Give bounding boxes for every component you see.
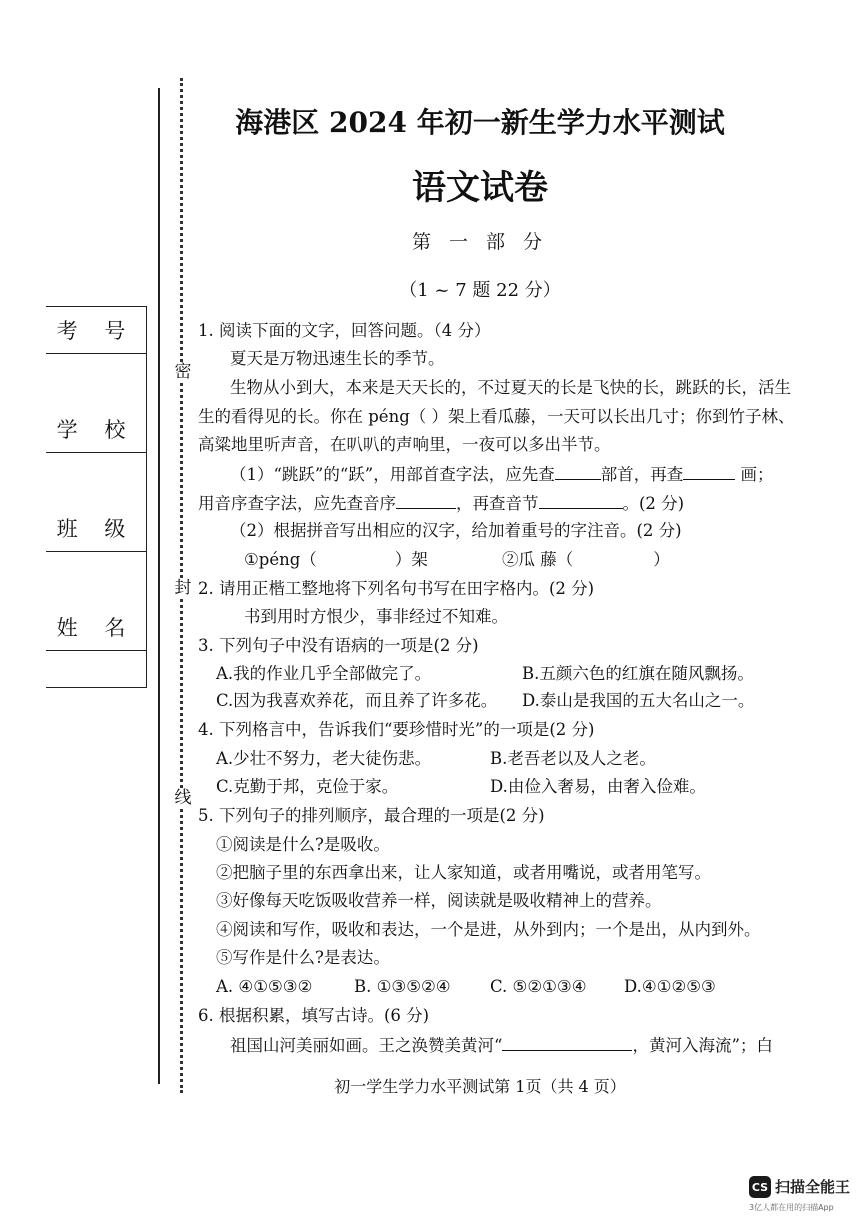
q4-option-b[interactable]: B.老吾老以及人之老。 <box>490 749 656 768</box>
q1-syllable-blank[interactable] <box>539 492 623 509</box>
field-label-exam-number: 考 号 <box>46 307 146 354</box>
q4-option-a[interactable]: A.少壮不努力，老大徒伤悲。 <box>216 749 432 768</box>
camscanner-logo-icon: CS <box>749 1176 771 1198</box>
camscanner-name: 扫描全能王 <box>775 1178 851 1196</box>
q1-strokes-blank[interactable] <box>683 463 735 480</box>
q1-paragraph-2: 生物从小到大，本来是天天长的，不过夏天的长是飞快的长，跳跃的长，活生 <box>230 378 791 397</box>
q1-sub1-text-c: 画； <box>740 465 774 484</box>
q1-sub1-text-f: 。(2 分) <box>622 494 685 513</box>
q1-radical-blank[interactable] <box>555 463 601 480</box>
camscanner-tagline: 3亿人都在用的扫描App <box>749 1203 834 1212</box>
q6-text-b: ，黄河入海流”；白 <box>632 1036 773 1055</box>
q1-initial-blank[interactable] <box>396 492 456 509</box>
exam-subject: 语文试卷 <box>412 168 548 208</box>
q3-option-c[interactable]: C.因为我喜欢养花，而且养了许多花。 <box>216 691 498 710</box>
q1-sub2-peng <box>244 549 428 571</box>
q1-paragraph-3: 生的看得见的长。你在 péng（ ）架上看瓜藤，一天可以长出几寸；你到竹子林、 <box>198 407 795 426</box>
q4-stem: 4. 下列格言中，告诉我们“要珍惜时光”的一项是(2 分) <box>198 720 595 739</box>
q3-option-b[interactable]: B.五颜六色的红旗在随风飘扬。 <box>522 664 754 683</box>
q6-text-a: 祖国山河美丽如画。王之涣赞美黄河“ <box>230 1036 503 1055</box>
q2-stem: 2. 请用正楷工整地将下列名句书写在田字格内。(2 分) <box>198 579 595 598</box>
question-range: （1 ~ 7 题 22 分） <box>399 280 561 301</box>
seal-char-xian: 线 <box>174 788 192 808</box>
q4-option-c[interactable]: C.克勤于邦，克俭于家。 <box>216 777 399 796</box>
q5-sentence-4: ④阅读和写作，吸收和表达，一个是进，从外到内；一个是出，从内到外。 <box>216 920 761 939</box>
field-label-class: 班 级 <box>46 505 146 552</box>
q1-teng-suffix: ） <box>653 550 670 569</box>
q5-sentence-5: ⑤写作是什么?是表达。 <box>216 948 390 967</box>
camscanner-watermark <box>749 1172 855 1216</box>
q3-stem: 3. 下列句子中没有语病的一项是(2 分) <box>198 636 479 655</box>
q1-peng-suffix: ）架 <box>394 550 428 569</box>
q5-option-a[interactable]: A. ④①⑤③② <box>216 977 313 996</box>
q1-paragraph-1: 夏天是万物迅速生长的季节。 <box>230 349 445 368</box>
page-footer: 初一学生学力水平测试第 1页（共 4 页） <box>334 1077 626 1096</box>
q5-option-d[interactable]: D.④①②⑤③ <box>624 977 716 996</box>
field-label-school: 学 校 <box>46 406 146 453</box>
q1-peng-label: ①péng（ <box>244 550 317 569</box>
q1-stem: 1. 阅读下面的文字，回答问题。（4 分） <box>198 321 491 340</box>
seal-char-feng: 封 <box>174 578 192 598</box>
margin-rule <box>158 88 160 1084</box>
q3-option-d[interactable]: D.泰山是我国的五大名山之一。 <box>522 691 755 710</box>
q5-option-c[interactable]: C. ⑤②①③④ <box>490 977 587 996</box>
q1-sub1-text-b: 部首，再查 <box>600 465 684 484</box>
q5-sentence-2: ②把脑子里的东西拿出来，让人家知道，或者用嘴说，或者用笔写。 <box>216 863 711 882</box>
exam-title: 海港区 2024 年初一新生学力水平测试 <box>235 106 725 139</box>
q6-stem: 6. 根据积累，填写古诗。(6 分) <box>198 1006 430 1025</box>
part-heading: 第 一 部 分 <box>411 231 549 253</box>
q5-sentence-3: ③好像每天吃饭吸收营养一样，阅读就是吸收精神上的营养。 <box>216 891 662 910</box>
q1-paragraph-4: 高粱地里听声音，在叭叭的声响里，一夜可以多出半节。 <box>198 435 611 454</box>
seal-char-mi: 密 <box>174 362 192 382</box>
q1-sub1-line2 <box>198 492 684 515</box>
q1-sub1-line1 <box>230 463 774 486</box>
q6-text <box>230 1034 773 1057</box>
q2-text: 书到用时方恨少，事非经过不知难。 <box>244 607 508 626</box>
q4-option-d[interactable]: D.由俭入奢易，由奢入俭难。 <box>490 777 706 796</box>
q1-sub2-stem: （2）根据拼音写出相应的汉字，给加着重号的字注音。(2 分) <box>230 521 682 540</box>
q1-sub1-text-e: ，再查音节 <box>456 494 539 513</box>
q3-option-a[interactable]: A.我的作业几乎全部做完了。 <box>216 664 432 683</box>
q5-stem: 5. 下列句子的排列顺序，最合理的一项是(2 分) <box>198 806 545 825</box>
q1-sub2-teng <box>502 549 670 571</box>
field-label-name: 姓 名 <box>46 604 146 651</box>
q1-sub1-text-a: （1）“跳跃”的“跃”，用部首查字法，应先查 <box>230 465 555 484</box>
q6-poem-blank-1[interactable] <box>502 1034 632 1051</box>
q5-sentence-1: ①阅读是什么?是吸收。 <box>216 835 390 854</box>
student-info-box <box>46 306 147 688</box>
q1-teng-label: ②瓜 藤（ <box>502 550 574 569</box>
q1-sub1-text-d: 用音序查字法，应先查音序 <box>198 494 396 513</box>
q5-option-b[interactable]: B. ①③⑤②④ <box>354 977 451 996</box>
